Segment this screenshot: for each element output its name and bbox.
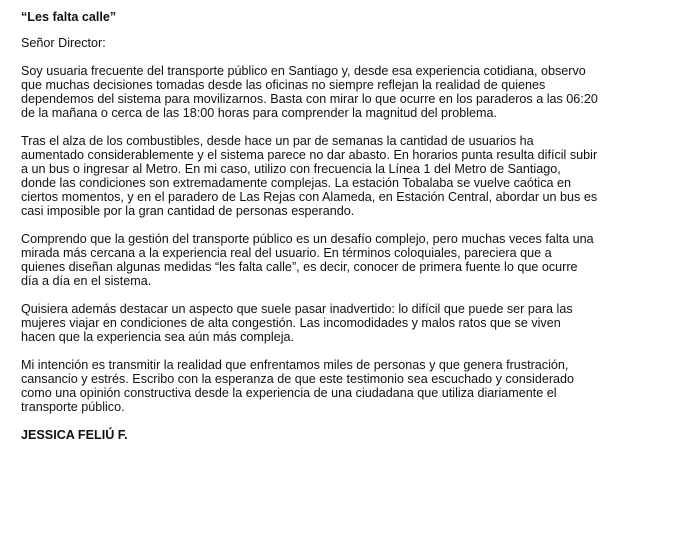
paragraph-1 (21, 64, 654, 120)
paragraph-line: quienes diseñan algunas medidas “les falta calle”, es decir, conocer de primera fuente lo que ocurre (21, 260, 578, 274)
paragraph-3 (21, 232, 654, 288)
paragraph-line: mirada más cercana a la experiencia real del usuario. En términos coloquiales, pareciera que a (21, 246, 552, 260)
paragraph-line: casi imposible por la gran cantidad de personas esperando. (21, 204, 355, 218)
paragraph-line: dependemos del sistema para movilizarnos. Basta con mirar lo que ocurre en los paraderos a las 06:20 (21, 92, 598, 106)
paragraph-line: hacen que la experiencia sea aún más compleja. (21, 330, 295, 344)
letter-signature: JESSICA FELIÚ F. (21, 428, 128, 442)
paragraph-2 (21, 134, 654, 218)
paragraph-line: ciertos momentos, y en el paradero de Las Rejas con Alameda, en Estación Central, abordar un bus es (21, 190, 598, 204)
letter-title: “Les falta calle” (21, 10, 117, 24)
paragraph-line: donde las condiciones son extremadamente complejas. La estación Tobalaba se vuelve caótica en (21, 176, 572, 190)
paragraph-line: mujeres viajar en condiciones de alta congestión. Las incomodidades y malos ratos que se viven (21, 316, 561, 330)
paragraph-line: transporte público. (21, 400, 125, 414)
paragraph-line: a un bus o ingresar al Metro. En mi caso, utilizo con frecuencia la Línea 1 del Metro de Santiago, (21, 162, 561, 176)
paragraph-line: Soy usuaria frecuente del transporte público en Santiago y, desde esa experiencia cotidiana, observo (21, 64, 586, 78)
paragraph-5 (21, 358, 654, 414)
paragraph-line: Quisiera además destacar un aspecto que suele pasar inadvertido: lo difícil que puede ser para las (21, 302, 573, 316)
paragraph-line: Comprendo que la gestión del transporte público es un desafío complejo, pero muchas veces falta una (21, 232, 594, 246)
letter-salutation: Señor Director: (21, 36, 106, 50)
paragraph-line: Mi intención es transmitir la realidad que enfrentamos miles de personas y que genera frustración, (21, 358, 569, 372)
paragraph-line: que muchas decisiones tomadas desde las oficinas no siempre reflejan la realidad de quienes (21, 78, 546, 92)
paragraph-line: como una opinión constructiva desde la experiencia de una ciudadana que utiliza diariamente el (21, 386, 557, 400)
paragraph-4 (21, 302, 654, 344)
paragraph-line: de la mañana o cerca de las 18:00 horas para comprender la magnitud del problema. (21, 106, 498, 120)
paragraph-line: día a día en el sistema. (21, 274, 152, 288)
paragraph-line: cansancio y estrés. Escribo con la esperanza de que este testimonio sea escuchado y considerado (21, 372, 575, 386)
paragraph-line: aumentado considerablemente y el sistema parece no dar abasto. En horarios punta resulta difícil subir (21, 148, 598, 162)
paragraph-line: Tras el alza de los combustibles, desde hace un par de semanas la cantidad de usuarios ha (21, 134, 534, 148)
